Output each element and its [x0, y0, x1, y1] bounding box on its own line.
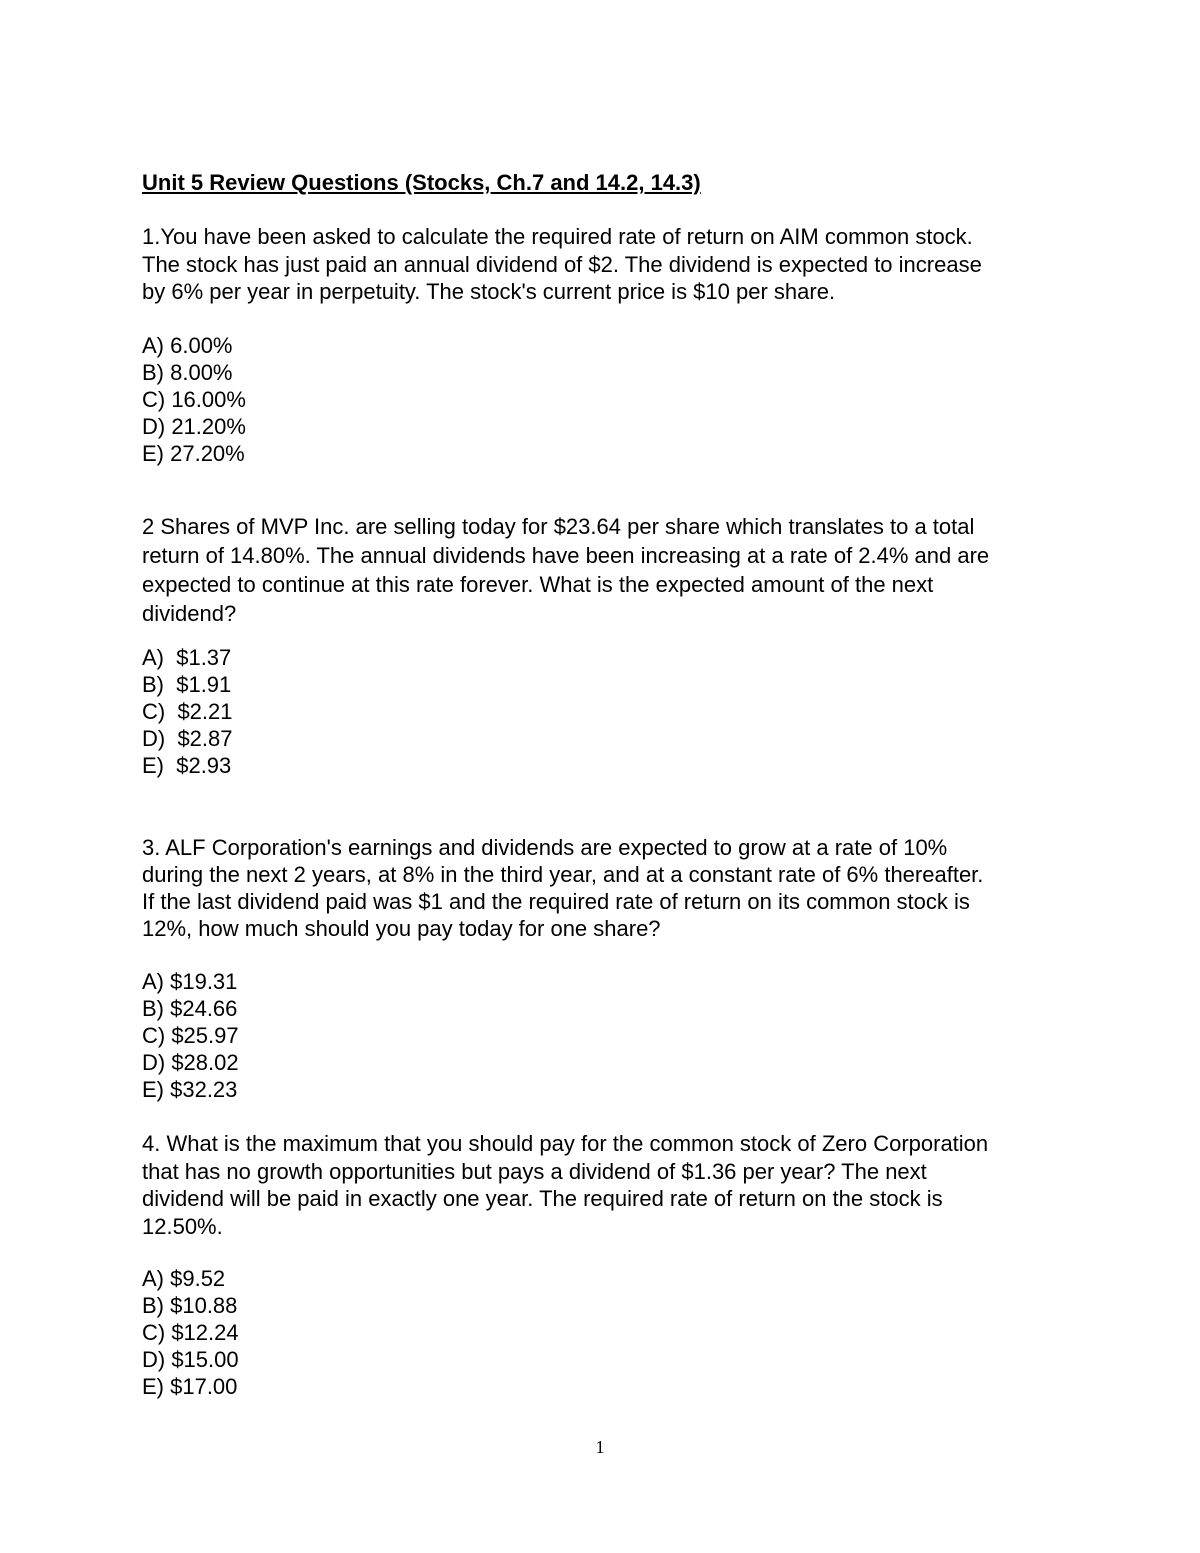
option-e: E) $2.93 [142, 753, 232, 778]
document-title: Unit 5 Review Questions (Stocks, Ch.7 and 14.2, 14.3) [142, 170, 701, 195]
question-4-text: 4. What is the maximum that you should pay for the common stock of Zero Corporation that has no growth opportunities but pays a dividend of $1.36 per year? The next dividend will be paid in exactly one year. The required rate of return on the stock is 12.50%. [142, 1131, 989, 1239]
option-a: A) $19.31 [142, 969, 238, 994]
option-c: C) $25.97 [142, 1023, 239, 1048]
question-3-options [142, 968, 542, 1103]
option-e: E) $32.23 [142, 1077, 238, 1102]
page-number: 1 [595, 1437, 605, 1457]
option-b: B) $1.91 [142, 672, 232, 697]
option-d: D) 21.20% [142, 414, 246, 439]
option-e: E) $17.00 [142, 1374, 238, 1399]
question-2-text: 2 Shares of MVP Inc. are selling today for $23.64 per share which translates to a total return of 14.80%. The annual dividends have been increasing at a rate of 2.4% and are expected to continue at this rate forever. What is the expected amount of the next dividend? [142, 514, 990, 626]
option-d: D) $15.00 [142, 1347, 239, 1372]
option-a: A) $1.37 [142, 645, 232, 670]
option-e: E) 27.20% [142, 441, 245, 466]
option-d: D) $28.02 [142, 1050, 239, 1075]
option-c: C) $2.21 [142, 699, 233, 724]
option-b: B) $10.88 [142, 1293, 238, 1318]
option-c: C) 16.00% [142, 387, 246, 412]
option-b: B) 8.00% [142, 360, 233, 385]
question-1-text: 1.You have been asked to calculate the required rate of return on AIM common stock. The stock has just paid an annual dividend of $2. The dividend is expected to increase by 6% per year in perpetuity. The stock's current price is $10 per share. [142, 224, 982, 304]
question-3-text: 3. ALF Corporation's earnings and dividends are expected to grow at a rate of 10% during the next 2 years, at 8% in the third year, and at a constant rate of 6% thereafter. If the last dividend paid was $1 and the required rate of return on its common stock is 12%, how much should you pay today for one share? [142, 835, 984, 941]
question-4-options [142, 1265, 542, 1400]
option-b: B) $24.66 [142, 996, 238, 1021]
question-1-options [142, 332, 542, 467]
question-2-options [142, 644, 542, 779]
option-d: D) $2.87 [142, 726, 233, 751]
option-a: A) $9.52 [142, 1266, 226, 1291]
option-a: A) 6.00% [142, 333, 233, 358]
option-c: C) $12.24 [142, 1320, 239, 1345]
